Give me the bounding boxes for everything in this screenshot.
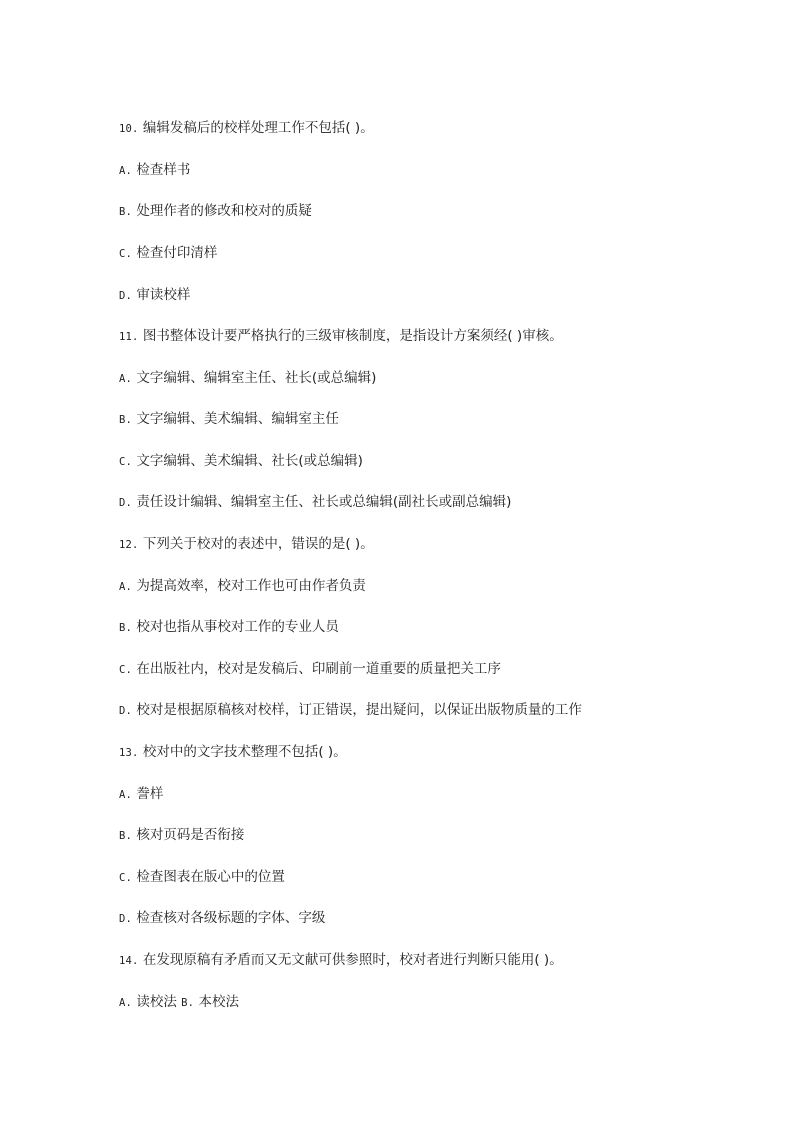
option-text: 在出版社内，校对是发稿后、印刷前一道重要的质量把关工序: [136, 661, 501, 677]
option-text: 誊样: [136, 786, 164, 802]
option-text: 检查核对各级标题的字体、字级: [136, 910, 326, 926]
option-text: 处理作者的修改和校对的质疑: [136, 203, 312, 219]
option-text: 核对页码是否衔接: [136, 827, 245, 843]
option-text: 为提高效率，校对工作也可由作者负责: [136, 578, 366, 594]
question-10-option-d: [119, 286, 190, 305]
question-10-stem: [119, 119, 374, 138]
question-12-option-c: [119, 660, 501, 679]
option-text: 本校法: [198, 994, 239, 1010]
question-text: 在发现原稿有矛盾而又无文献可供参照时，校对者进行判断只能用( )。: [142, 952, 563, 968]
question-13-option-d: [119, 909, 325, 928]
option-text: 检查图表在版心中的位置: [136, 869, 285, 885]
question-text: 校对中的文字技术整理不包括( )。: [142, 744, 347, 760]
question-11-option-d: [119, 493, 511, 512]
option-text: 文字编辑、编辑室主任、社长(或总编辑): [136, 370, 377, 386]
option-label: C.: [119, 872, 133, 884]
option-label: B.: [119, 622, 133, 634]
question-text: 下列关于校对的表述中，错误的是( )。: [142, 536, 374, 552]
option-text: 检查样书: [136, 162, 191, 178]
option-label: D.: [119, 705, 133, 717]
option-label: B.: [119, 830, 133, 842]
option-label: D.: [119, 913, 133, 925]
option-text: 文字编辑、美术编辑、社长(或总编辑): [136, 453, 363, 469]
question-10-option-c: [119, 244, 217, 263]
question-13-stem: [119, 743, 347, 762]
option-label: A.: [119, 581, 133, 593]
question-10-option-b: [119, 202, 312, 221]
option-label: C.: [119, 248, 133, 260]
question-number: 11.: [119, 331, 139, 343]
option-label: A.: [119, 789, 133, 801]
option-text: 文字编辑、美术编辑、编辑室主任: [136, 411, 339, 427]
question-text: 图书整体设计要严格执行的三级审核制度，是指设计方案须经( )审核。: [142, 328, 563, 344]
question-number: 12.: [119, 539, 139, 551]
option-label: A.: [119, 997, 133, 1009]
question-13-option-b: [119, 826, 244, 845]
option-label: A.: [119, 373, 133, 385]
option-text: 检查付印清样: [136, 245, 218, 261]
question-12-option-d: [119, 701, 582, 720]
option-label: B.: [181, 997, 195, 1009]
question-13-option-a: [119, 785, 163, 804]
option-text: 校对也指从事校对工作的专业人员: [136, 619, 339, 635]
question-11-option-b: [119, 410, 339, 429]
question-text: 编辑发稿后的校样处理工作不包括( )。: [142, 120, 374, 136]
option-label: C.: [119, 456, 133, 468]
option-text: 责任设计编辑、编辑室主任、社长或总编辑(副社长或副总编辑): [136, 494, 512, 510]
question-number: 13.: [119, 747, 139, 759]
option-label: A.: [119, 165, 133, 177]
question-12-option-a: [119, 577, 366, 596]
question-14-options-ab: [119, 993, 239, 1012]
option-label: D.: [119, 290, 133, 302]
option-text: 审读校样: [136, 287, 191, 303]
question-11-option-c: [119, 452, 363, 471]
question-10-option-a: [119, 161, 190, 180]
option-label: D.: [119, 497, 133, 509]
option-text: 校对是根据原稿核对校样，订正错误，提出疑问，以保证出版物质量的工作: [136, 702, 582, 718]
question-13-option-c: [119, 868, 285, 887]
question-14-stem: [119, 951, 563, 970]
option-text: 读校法: [136, 994, 177, 1010]
question-11-option-a: [119, 369, 376, 388]
question-number: 14.: [119, 955, 139, 967]
option-label: B.: [119, 206, 133, 218]
question-12-stem: [119, 535, 374, 554]
question-12-option-b: [119, 618, 339, 637]
option-label: B.: [119, 414, 133, 426]
question-11-stem: [119, 327, 563, 346]
question-number: 10.: [119, 123, 139, 135]
option-label: C.: [119, 664, 133, 676]
